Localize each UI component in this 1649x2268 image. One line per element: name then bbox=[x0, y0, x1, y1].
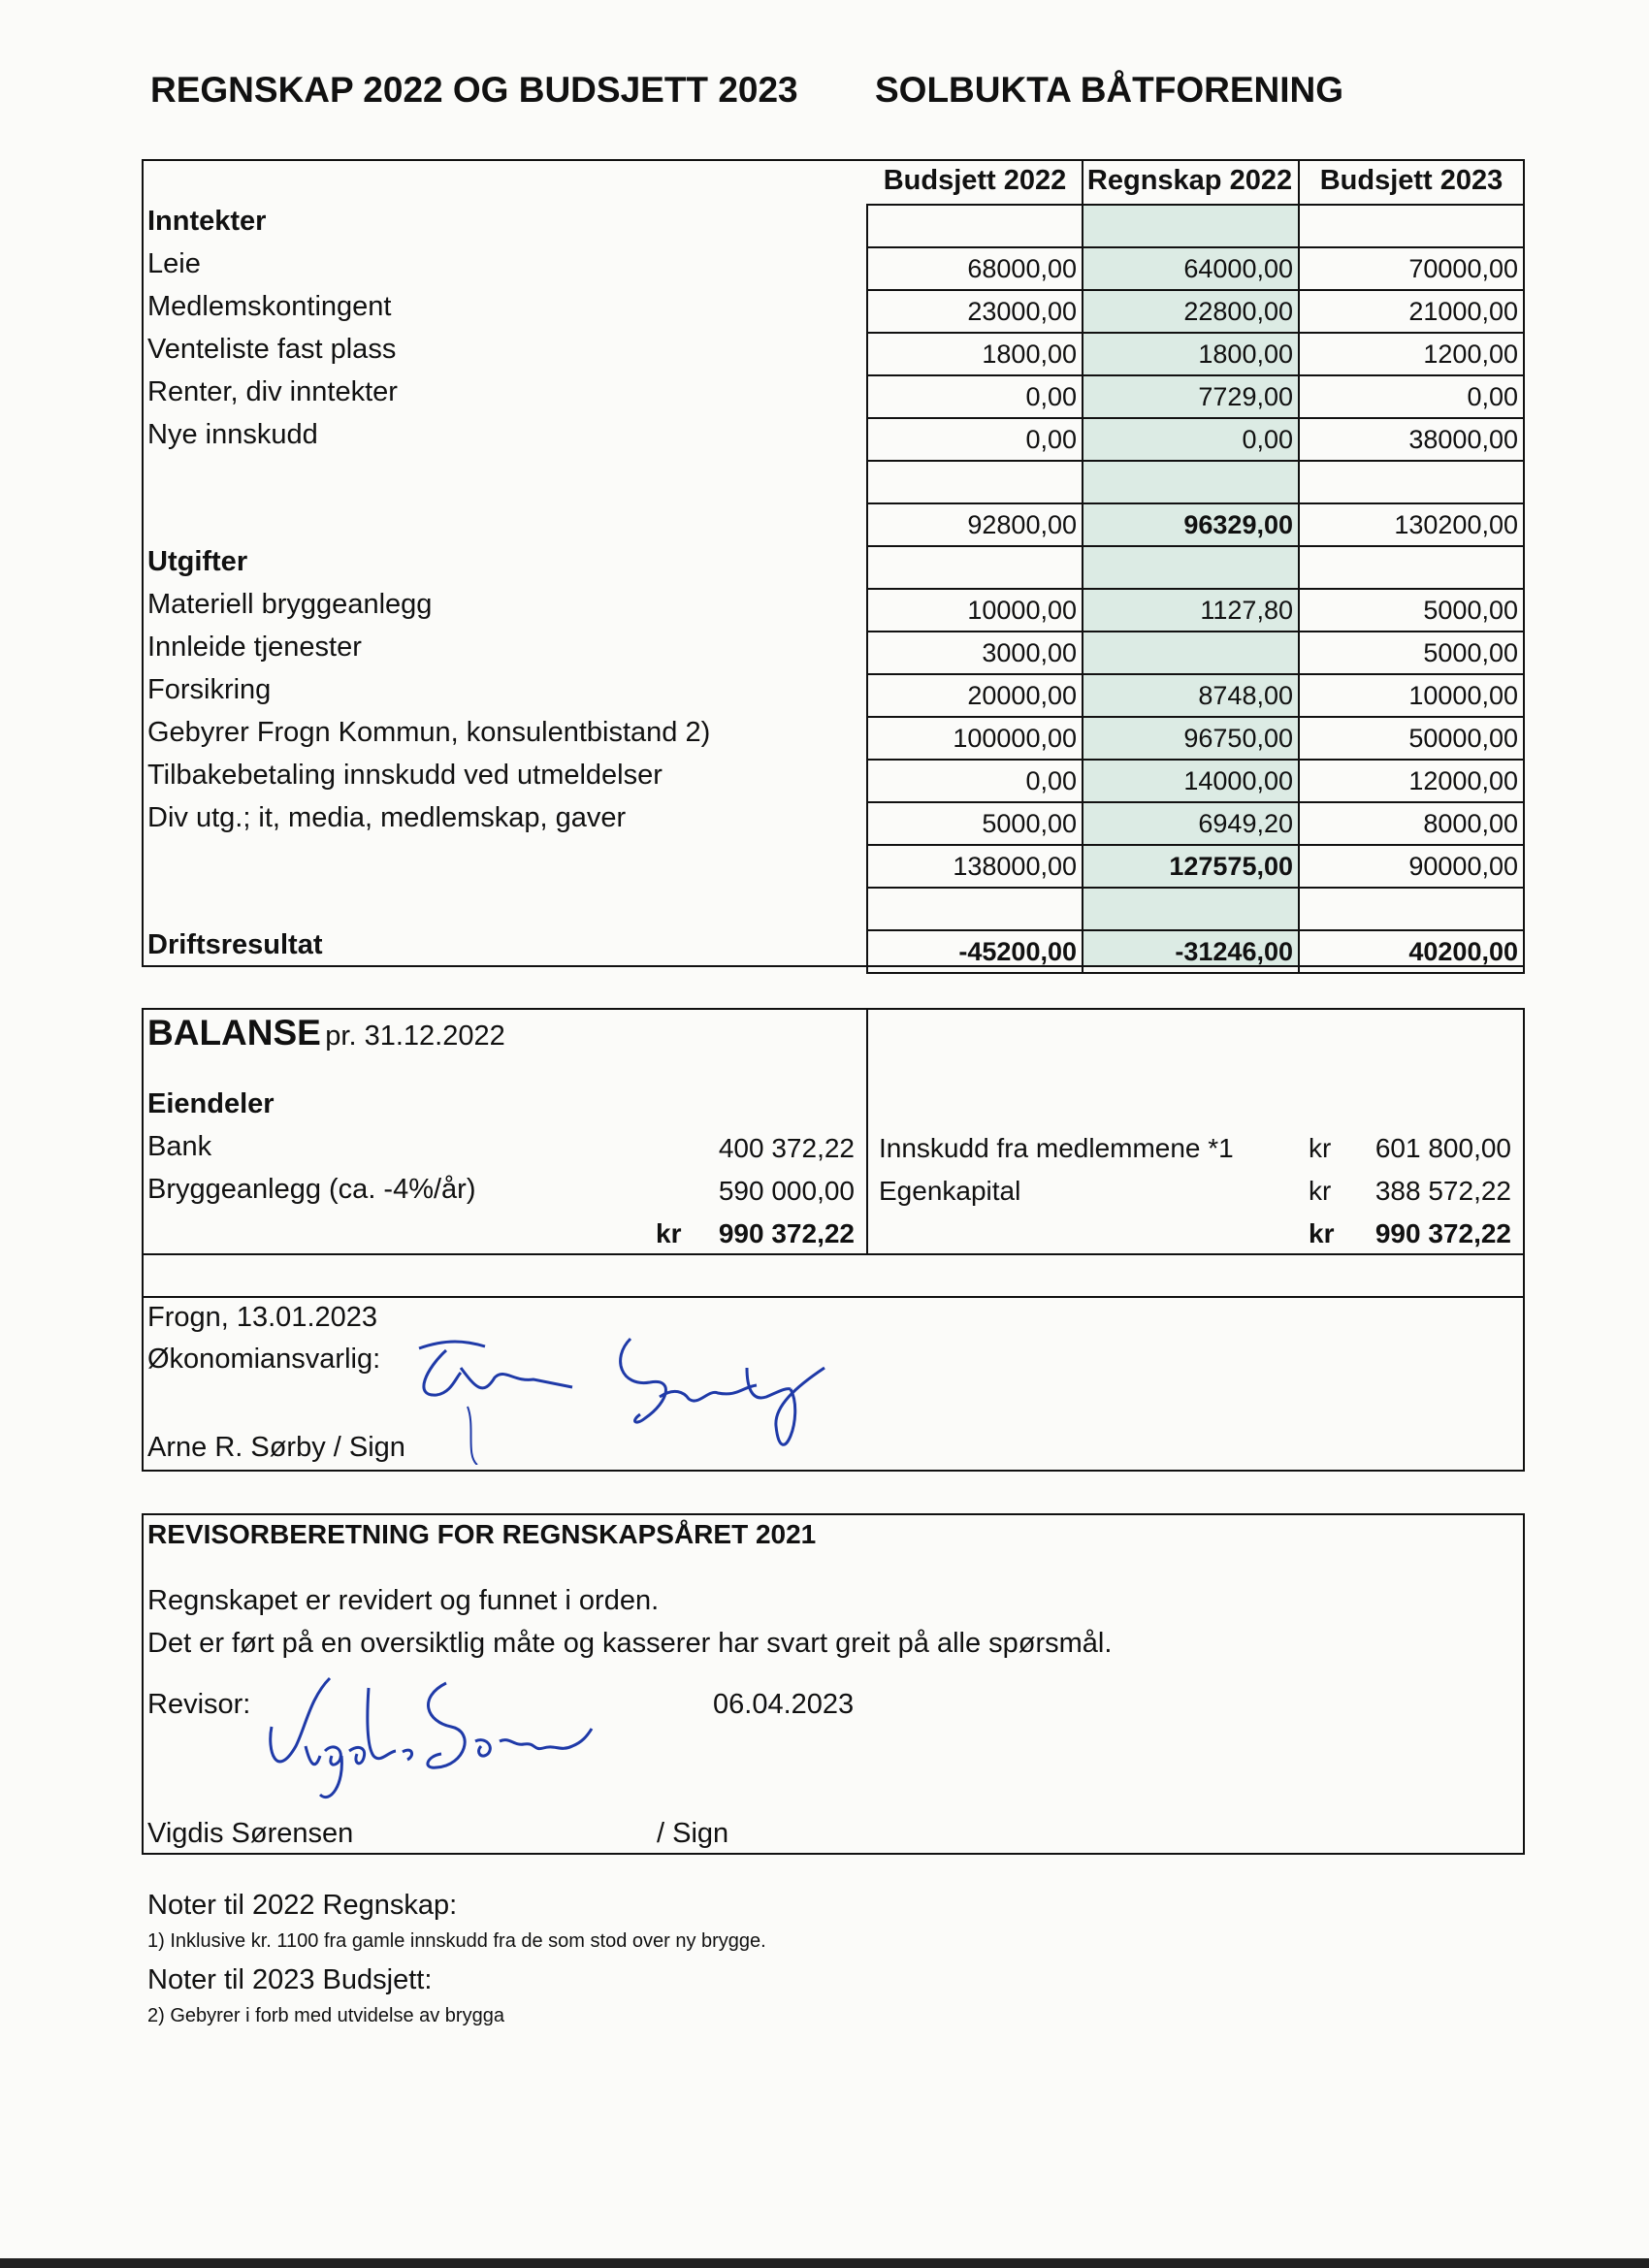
audit-heading: REVISORBERETNING FOR REGNSKAPSÅRET 2021 bbox=[147, 1519, 817, 1549]
expense-value bbox=[1082, 631, 1298, 673]
result-value: -45200,00 bbox=[866, 929, 1082, 972]
brygge-value: 590 000,00 bbox=[718, 1176, 855, 1206]
income-value: 0,00 bbox=[1082, 417, 1298, 460]
col-budsjett-2022: Budsjett 2022 bbox=[883, 165, 1067, 196]
row-label: Materiell bryggeanlegg bbox=[147, 589, 433, 620]
treasurer-signature bbox=[407, 1329, 834, 1465]
expense-value: 20000,00 bbox=[866, 673, 1082, 716]
balance-heading: BALANSE bbox=[147, 1013, 321, 1053]
expense-value: 50000,00 bbox=[1298, 716, 1525, 759]
note-1: 1) Inklusive kr. 1100 fra gamle innskudd fra de som stod over ny brygge. bbox=[147, 1930, 766, 1952]
row-label: Gebyrer Frogn Kommun, konsulentbistand 2) bbox=[147, 717, 711, 748]
egenkapital-value: 388 572,22 bbox=[1374, 1176, 1511, 1206]
expense-value: 10000,00 bbox=[1298, 673, 1525, 716]
header-spacer-cell bbox=[1082, 204, 1298, 246]
row-label: Venteliste fast plass bbox=[147, 334, 397, 365]
bank-label: Bank bbox=[147, 1131, 212, 1162]
grid-bottom-border bbox=[866, 972, 1525, 974]
innskudd-kr: kr bbox=[1309, 1133, 1332, 1163]
auditor-sign: / Sign bbox=[657, 1818, 729, 1849]
col-budsjett-2023: Budsjett 2023 bbox=[1319, 165, 1504, 196]
expense-value: 14000,00 bbox=[1082, 759, 1298, 801]
income-value: 68000,00 bbox=[866, 246, 1082, 289]
income-value: 70000,00 bbox=[1298, 246, 1525, 289]
expense-total: 127575,00 bbox=[1082, 844, 1298, 887]
empty-cell bbox=[1082, 460, 1298, 502]
row-label: Medlemskontingent bbox=[147, 291, 392, 322]
signoff-place-date: Frogn, 13.01.2023 bbox=[147, 1302, 378, 1333]
empty-cell bbox=[866, 887, 1082, 929]
income-value: 0,00 bbox=[1298, 374, 1525, 417]
income-value: 1800,00 bbox=[1082, 332, 1298, 374]
col-regnskap-2022: Regnskap 2022 bbox=[1086, 165, 1293, 196]
expenses-heading: Utgifter bbox=[147, 546, 248, 577]
result-label: Driftsresultat bbox=[147, 929, 323, 960]
result-value: -31246,00 bbox=[1082, 929, 1298, 972]
income-value: 1200,00 bbox=[1298, 332, 1525, 374]
income-value: 1800,00 bbox=[866, 332, 1082, 374]
expense-value: 10000,00 bbox=[866, 588, 1082, 631]
income-value: 22800,00 bbox=[1082, 289, 1298, 332]
income-value: 0,00 bbox=[866, 417, 1082, 460]
header-spacer-cell bbox=[866, 204, 1082, 246]
income-value: 64000,00 bbox=[1082, 246, 1298, 289]
empty-cell bbox=[1298, 545, 1525, 588]
empty-cell bbox=[1298, 887, 1525, 929]
empty-cell bbox=[1082, 545, 1298, 588]
expense-value: 0,00 bbox=[866, 759, 1082, 801]
egenkapital-kr: kr bbox=[1309, 1176, 1332, 1206]
row-label: Forsikring bbox=[147, 674, 272, 705]
expense-value: 100000,00 bbox=[866, 716, 1082, 759]
income-value: 23000,00 bbox=[866, 289, 1082, 332]
expense-value: 1127,80 bbox=[1082, 588, 1298, 631]
expense-total: 90000,00 bbox=[1298, 844, 1525, 887]
egenkapital-label: Egenkapital bbox=[879, 1176, 1021, 1206]
page-title: REGNSKAP 2022 OG BUDSJETT 2023 bbox=[150, 70, 798, 110]
signoff-role: Økonomiansvarlig: bbox=[147, 1344, 381, 1375]
assets-kr: kr bbox=[656, 1218, 682, 1248]
audit-line-2: Det er ført på en oversiktlig måte og kasserer har svart greit på alle spørsmål. bbox=[147, 1628, 1113, 1659]
row-label: Nye innskudd bbox=[147, 419, 318, 450]
liabilities-kr: kr bbox=[1309, 1218, 1335, 1248]
revisor-label: Revisor: bbox=[147, 1689, 251, 1720]
auditor-name: Vigdis Sørensen bbox=[147, 1818, 354, 1849]
scan-edge bbox=[0, 2258, 1649, 2268]
expense-value: 12000,00 bbox=[1298, 759, 1525, 801]
empty-cell bbox=[1082, 887, 1298, 929]
audit-date: 06.04.2023 bbox=[713, 1689, 855, 1720]
expense-value: 6949,20 bbox=[1082, 801, 1298, 844]
row-label: Leie bbox=[147, 248, 201, 279]
expense-total: 138000,00 bbox=[866, 844, 1082, 887]
expense-value: 8748,00 bbox=[1082, 673, 1298, 716]
expense-value: 5000,00 bbox=[1298, 631, 1525, 673]
income-total: 96329,00 bbox=[1082, 502, 1298, 545]
header-spacer-cell bbox=[1298, 204, 1525, 246]
empty-cell bbox=[866, 545, 1082, 588]
income-heading: Inntekter bbox=[147, 206, 267, 237]
balance-title bbox=[147, 1013, 505, 1053]
note-2: 2) Gebyrer i forb med utvidelse av brygga bbox=[147, 2005, 504, 2026]
notes-2022-heading: Noter til 2022 Regnskap: bbox=[147, 1890, 458, 1921]
expense-value: 5000,00 bbox=[1298, 588, 1525, 631]
expense-value: 96750,00 bbox=[1082, 716, 1298, 759]
result-value: 40200,00 bbox=[1298, 929, 1525, 972]
expense-value: 8000,00 bbox=[1298, 801, 1525, 844]
organization-name: SOLBUKTA BÅTFORENING bbox=[875, 70, 1344, 110]
bank-value: 400 372,22 bbox=[718, 1133, 855, 1163]
income-value: 0,00 bbox=[866, 374, 1082, 417]
assets-total: 990 372,22 bbox=[718, 1218, 855, 1248]
income-value: 38000,00 bbox=[1298, 417, 1525, 460]
balance-date: pr. 31.12.2022 bbox=[325, 1021, 505, 1052]
audit-line-1: Regnskapet er revidert og funnet i orden. bbox=[147, 1585, 660, 1616]
empty-cell bbox=[1298, 460, 1525, 502]
income-total: 130200,00 bbox=[1298, 502, 1525, 545]
empty-cell bbox=[866, 460, 1082, 502]
innskudd-label: Innskudd fra medlemmene *1 bbox=[879, 1133, 1234, 1163]
income-value: 7729,00 bbox=[1082, 374, 1298, 417]
innskudd-value: 601 800,00 bbox=[1374, 1133, 1511, 1163]
liabilities-total: 990 372,22 bbox=[1374, 1218, 1511, 1248]
expense-value: 5000,00 bbox=[866, 801, 1082, 844]
brygge-label: Bryggeanlegg (ca. -4%/år) bbox=[147, 1174, 476, 1205]
auditor-signature bbox=[252, 1659, 601, 1804]
notes-2023-heading: Noter til 2023 Budsjett: bbox=[147, 1964, 433, 1995]
assets-heading: Eiendeler bbox=[147, 1088, 275, 1119]
income-value: 21000,00 bbox=[1298, 289, 1525, 332]
row-label: Innleide tjenester bbox=[147, 632, 362, 663]
signoff-name: Arne R. Sørby / Sign bbox=[147, 1432, 405, 1463]
row-label: Tilbakebetaling innskudd ved utmeldelser bbox=[147, 760, 663, 791]
expense-value: 3000,00 bbox=[866, 631, 1082, 673]
row-label: Renter, div inntekter bbox=[147, 376, 398, 407]
row-label: Div utg.; it, media, medlemskap, gaver bbox=[147, 802, 627, 833]
income-total: 92800,00 bbox=[866, 502, 1082, 545]
